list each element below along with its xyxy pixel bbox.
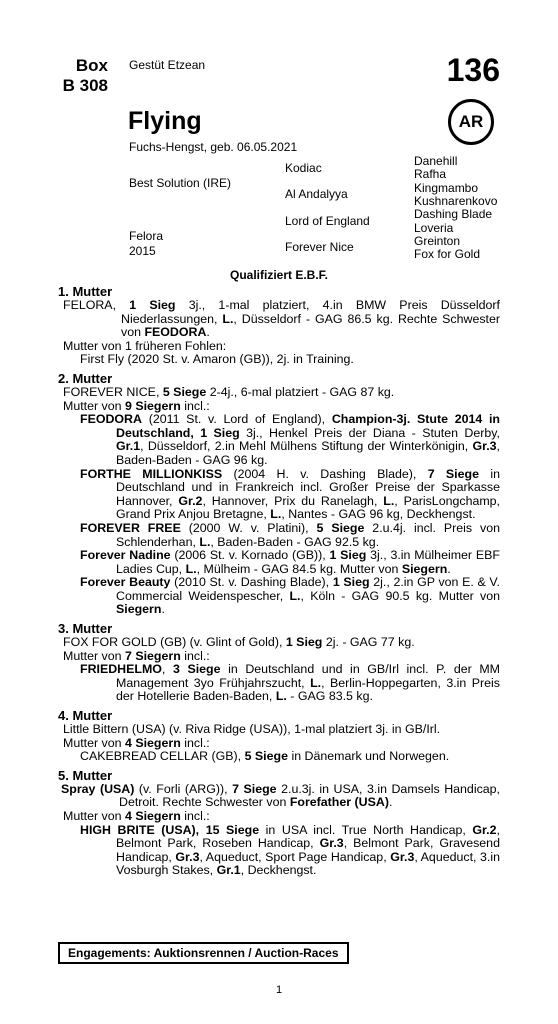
foals-intro: Mutter von 1 früheren Fohlen:	[63, 338, 227, 353]
pedigree-gen3-8: Fox for Gold	[414, 247, 481, 261]
ar-badge: AR	[448, 99, 494, 145]
pedigree-gen2-4: Forever Nice	[285, 240, 354, 254]
qualification: Qualifiziert E.B.F.	[229, 268, 328, 282]
first-dam-record: FELORA, 1 Sieg 3j., 1-mal platziert, 4.in BMW Preis Düsseldorf Niederlassungen, L., Düsseldorf - GAG 86.5 kg. Rechte Schwester von FEODORA.	[63, 298, 500, 340]
pedigree-gen3-6: Loveria	[414, 221, 454, 235]
winners-intro: Mutter von 7 Siegern incl.:	[63, 648, 210, 663]
progeny-record-forever-free: FOREVER FREE (2000 W. v. Platini), 5 Siege 2.u.4j. incl. Preis von Schlenderhan, L., Baden-Baden - GAG 92.5 kg.	[80, 520, 500, 549]
section-heading-3: 3. Mutter	[58, 621, 113, 637]
third-dam-record: FOX FOR GOLD (GB) (v. Glint of Gold), 1 Sieg 2j. - GAG 77 kg.	[63, 635, 415, 650]
progeny-record-friedhelmo: FRIEDHELMO, 3 Siege in Deutschland und in GB/Irl incl. P. der MM Management 3yo Frühjahrszucht, L., Berlin-Hoppegarten, 3.in Preis der Hotellerie Baden-Baden, L. - GAG 83.5 kg.	[80, 662, 501, 704]
fourth-dam-record: Little Bittern (USA) (v. Riva Ridge (USA)), 1-mal platziert 3j. in GB/Irl.	[63, 722, 441, 737]
box-label	[58, 56, 108, 96]
breeder-name: Gestüt Etzean	[129, 58, 206, 72]
page-number: 1	[275, 984, 283, 996]
progeny-record-forthe-millionkiss: FORTHE MILLIONKISS (2004 H. v. Dashing Blade), 7 Siege in Deutschland und in Frankreich incl. Großer Preise der Sparkasse Hannover, Gr.2, Hannover, Prix du Ranelagh, L., ParisLongchamp, Grand Prix Anjou Bretagne, L., Nantes - GAG 96 kg, Deckhengst.	[80, 466, 501, 522]
section-heading-2: 2. Mutter	[58, 370, 113, 386]
progeny-record-high-brite: HIGH BRITE (USA), 15 Siege in USA incl. True North Handicap, Gr.2, Belmont Park, Roseben Handicap, Gr.3, Belmont Park, Gravesend Handicap, Gr.3, Aqueduct, Sport Page Handicap, Gr.3, Aqueduct, 3.in Vosburgh Stakes, Gr.1, Deckhengst.	[80, 822, 501, 878]
winners-intro: Mutter von 4 Siegern incl.:	[63, 809, 210, 823]
pedigree-gen3-3: Kingmambo	[414, 181, 479, 195]
lot-number: 136	[446, 52, 500, 88]
progeny-record-forever-beauty: Forever Beauty (2010 St. v. Dashing Blade), 1 Sieg 2j., 2.in GP von E. & V. Commercial Weidenspescher, L., Köln - GAG 90.5 kg. Mutter von Siegern.	[80, 575, 500, 617]
pedigree-dam-year: 2015	[129, 244, 156, 258]
box-title: Box	[75, 56, 108, 75]
pedigree-gen2-3: Lord of England	[285, 214, 370, 228]
horse-description: Fuchs-Hengst, geb. 06.05.2021	[129, 140, 298, 154]
progeny-record-forever-nadine: Forever Nadine (2006 St. v. Kornado (GB)), 1 Sieg 3j., 3.in Mülheimer EBF Ladies Cup, L., Mülheim - GAG 84.5 kg. Mutter von Siegern.	[80, 548, 500, 576]
pedigree-gen2-1: Kodiac	[285, 161, 322, 175]
fifth-dam-record: Spray (USA) (v. Forli (ARG)), 7 Siege 2.u.3j. in USA, 3.in Damsels Handicap, Detroit. Rechte Schwester von Forefather (USA).	[61, 781, 500, 810]
progeny-record-feodora: FEODORA (2011 St. v. Lord of England), Champion-3j. Stute 2014 in Deutschland, 1 Sieg 3j., Henkel Preis der Diana - Stuten Derby, Gr.1, Düsseldorf, 2.in Mehl Mülhens Stiftung der Winterkönigin, Gr.3, Baden-Baden - GAG 96 kg.	[80, 412, 500, 467]
section-heading-5: 5. Mutter	[58, 767, 113, 783]
pedigree-gen3-4: Kushnarenkovo	[414, 194, 498, 208]
pedigree-gen3-5: Dashing Blade	[414, 207, 493, 221]
dam-line	[58, 285, 500, 878]
winners-intro: Mutter von 4 Siegern incl.:	[63, 735, 210, 750]
horse-name: Flying	[128, 107, 202, 135]
section-heading-4: 4. Mutter	[58, 708, 113, 724]
engagements-box: Engagements: Auktionsrennen / Auction-Races	[58, 942, 349, 964]
box-number: B 308	[62, 76, 108, 95]
pedigree-sire: Best Solution (IRE)	[129, 176, 232, 190]
section-heading-1: 1. Mutter	[58, 284, 113, 299]
progeny-record-cakebread-cellar: CAKEBREAD CELLAR (GB), 5 Siege in Dänemark und Norwegen.	[80, 749, 450, 764]
foal-record: First Fly (2020 St. v. Amaron (GB)), 2j. in Training.	[80, 352, 354, 367]
pedigree-gen3-1: Danehill	[414, 154, 458, 168]
pedigree-gen2-2: Al Andalyya	[285, 187, 348, 201]
pedigree-gen3-7: Greinton	[414, 234, 461, 248]
winners-intro: Mutter von 9 Siegern incl.:	[63, 398, 210, 413]
pedigree-dam: Felora	[129, 229, 164, 243]
pedigree-gen3-2: Rafha	[414, 167, 447, 181]
second-dam-record: FOREVER NICE, 5 Siege 2-4j., 6-mal platziert - GAG 87 kg.	[63, 384, 395, 399]
